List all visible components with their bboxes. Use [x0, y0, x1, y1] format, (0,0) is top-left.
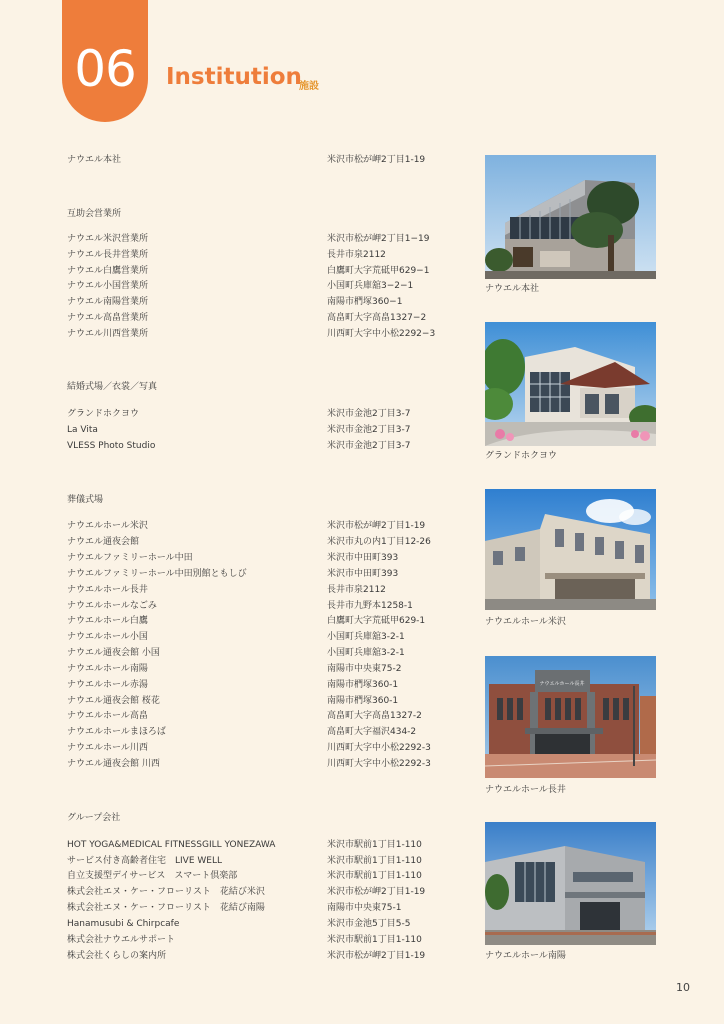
photo-caption: ナウエルホール南陽 — [485, 951, 566, 961]
hall-yonezawa-photo — [485, 489, 656, 610]
list-item-address: 米沢市金池2丁目3-7 — [327, 409, 411, 419]
list-item-name: VLESS Photo Studio — [67, 441, 156, 451]
section-heading: 葬儀式場 — [67, 495, 104, 505]
list-item-name: ナウエル通夜会館 小国 — [67, 648, 160, 658]
list-item-name: Hanamusubi & Chirpcafe — [67, 919, 180, 929]
list-item-name: ナウエル小国営業所 — [67, 281, 149, 291]
list-item-name: ナウエルホール長井 — [67, 585, 148, 595]
list-item-address: 小国町兵庫舘3−2−1 — [327, 281, 414, 291]
list-item-name: ナウエル長井営業所 — [67, 250, 149, 260]
list-item-address: 南陽市椚塚360-1 — [327, 696, 399, 706]
list-item-name: ナウエル通夜会館 桜花 — [67, 696, 160, 706]
list-item-address: 米沢市駅前1丁目1-110 — [327, 856, 422, 866]
list-item-address: 米沢市松が岬2丁目1−19 — [327, 234, 430, 244]
list-item-name: ナウエルホール白鷹 — [67, 616, 148, 626]
page-subtitle: 施設 — [299, 81, 319, 92]
list-item-name: ナウエルファミリーホール中田別館ともしび — [67, 569, 247, 579]
grand-hokuyo-photo — [485, 322, 656, 446]
list-item-address: 米沢市駅前1丁目1-110 — [327, 935, 422, 945]
list-item-name: ナウエル川西営業所 — [67, 329, 149, 339]
list-item-name: ナウエル白鷹営業所 — [67, 266, 149, 276]
list-item-address: 南陽市椚塚360-1 — [327, 680, 399, 690]
chapter-tab — [62, 0, 148, 122]
list-item-name: 株式会社ナウエルサポート — [67, 935, 176, 945]
building-sign: ナウエルホール長井 — [539, 681, 585, 687]
hall-nagai-photo — [485, 656, 656, 778]
list-item-address: 米沢市金池2丁目3-7 — [327, 441, 411, 451]
list-item-name: ナウエルホールなごみ — [67, 601, 157, 611]
list-item-address: 米沢市中田町393 — [327, 553, 399, 563]
list-item-name: グランドホクヨウ — [67, 409, 140, 419]
list-item-address: 高畠町大字高畠1327-2 — [327, 711, 422, 721]
list-item-name: ナウエル通夜会館 川西 — [67, 759, 160, 769]
list-item-name: La Vita — [67, 425, 98, 435]
list-item-name: ナウエルホール米沢 — [67, 521, 148, 531]
list-item-name: サービス付き高齢者住宅 LIVE WELL — [67, 856, 222, 866]
head-office-name: ナウエル本社 — [67, 155, 122, 165]
list-item-name: ナウエル米沢営業所 — [67, 234, 149, 244]
list-item-address: 米沢市松が岬2丁目1-19 — [327, 521, 426, 531]
list-item-address: 小国町兵庫舘3-2-1 — [327, 632, 405, 642]
list-item-name: 株式会社くらしの案内所 — [67, 951, 167, 961]
list-item-address: 小国町兵庫舘3-2-1 — [327, 648, 405, 658]
list-item-address: 長井市九野本1258-1 — [327, 601, 413, 611]
list-item-name: ナウエルホール高畠 — [67, 711, 148, 721]
list-item-name: 株式会社エヌ・ケー・フローリスト 花結び米沢 — [67, 887, 265, 897]
list-item-address: 米沢市金池5丁目5-5 — [327, 919, 411, 929]
list-item-address: 高畠町大字高畠1327−2 — [327, 313, 427, 323]
list-item-name: HOT YOGA&MEDICAL FITNESSGILL YONEZAWA — [67, 840, 276, 850]
list-item-name: ナウエル南陽営業所 — [67, 297, 149, 307]
list-item-name: 自立支援型デイサービス スマート倶楽部 — [67, 871, 238, 881]
list-item-address: 南陽市中央東75-2 — [327, 664, 402, 674]
list-item-name: ナウエル高畠営業所 — [67, 313, 149, 323]
list-item-address: 川西町大字中小松2292−3 — [327, 329, 436, 339]
list-item-address: 高畠町大字福沢434-2 — [327, 727, 417, 737]
list-item-name: ナウエルホール小国 — [67, 632, 148, 642]
list-item-address: 川西町大字中小松2292-3 — [327, 759, 431, 769]
list-item-address: 南陽市椚塚360−1 — [327, 297, 403, 307]
section-heading: グループ会社 — [67, 813, 121, 823]
head-office-photo — [485, 155, 656, 279]
head-office-address: 米沢市松が岬2丁目1-19 — [327, 155, 426, 165]
section-heading: 結婚式場／衣裳／写真 — [67, 382, 158, 392]
list-item-address: 米沢市中田町393 — [327, 569, 399, 579]
hall-nanyo-photo — [485, 822, 656, 945]
list-item-name: ナウエルホール川西 — [67, 743, 148, 753]
list-item-address: 米沢市松が岬2丁目1-19 — [327, 951, 426, 961]
list-item-name: 株式会社エヌ・ケー・フローリスト 花結び南陽 — [67, 903, 265, 913]
list-item-address: 長井市泉2112 — [327, 250, 386, 260]
list-item-name: ナウエルファミリーホール中田 — [67, 553, 193, 563]
list-item-name: ナウエル通夜会館 — [67, 537, 140, 547]
list-item-address: 米沢市駅前1丁目1-110 — [327, 871, 422, 881]
chapter-number: 06 — [74, 40, 136, 98]
page-number: 10 — [676, 981, 690, 994]
photo-caption: ナウエルホール長井 — [485, 785, 566, 795]
photo-caption: ナウエルホール米沢 — [485, 617, 566, 627]
list-item-name: ナウエルホールまほろば — [67, 727, 166, 737]
list-item-address: 南陽市中央東75-1 — [327, 903, 402, 913]
list-item-name: ナウエルホール南陽 — [67, 664, 148, 674]
list-item-address: 長井市泉2112 — [327, 585, 386, 595]
list-item-address: 米沢市丸の内1丁目12-26 — [327, 537, 431, 547]
list-item-address: 米沢市松が岬2丁目1-19 — [327, 887, 426, 897]
list-item-address: 白鷹町大字荒砥甲629−1 — [327, 266, 430, 276]
list-item-address: 川西町大字中小松2292-3 — [327, 743, 431, 753]
photo-caption: ナウエル本社 — [485, 284, 540, 294]
list-item-address: 白鷹町大字荒砥甲629-1 — [327, 616, 426, 626]
list-item-address: 米沢市金池2丁目3-7 — [327, 425, 411, 435]
list-item-address: 米沢市駅前1丁目1-110 — [327, 840, 422, 850]
photo-caption: グランドホクヨウ — [485, 451, 558, 461]
section-heading: 互助会営業所 — [67, 209, 122, 219]
page-title: Institution — [166, 64, 302, 90]
list-item-name: ナウエルホール赤湯 — [67, 680, 148, 690]
